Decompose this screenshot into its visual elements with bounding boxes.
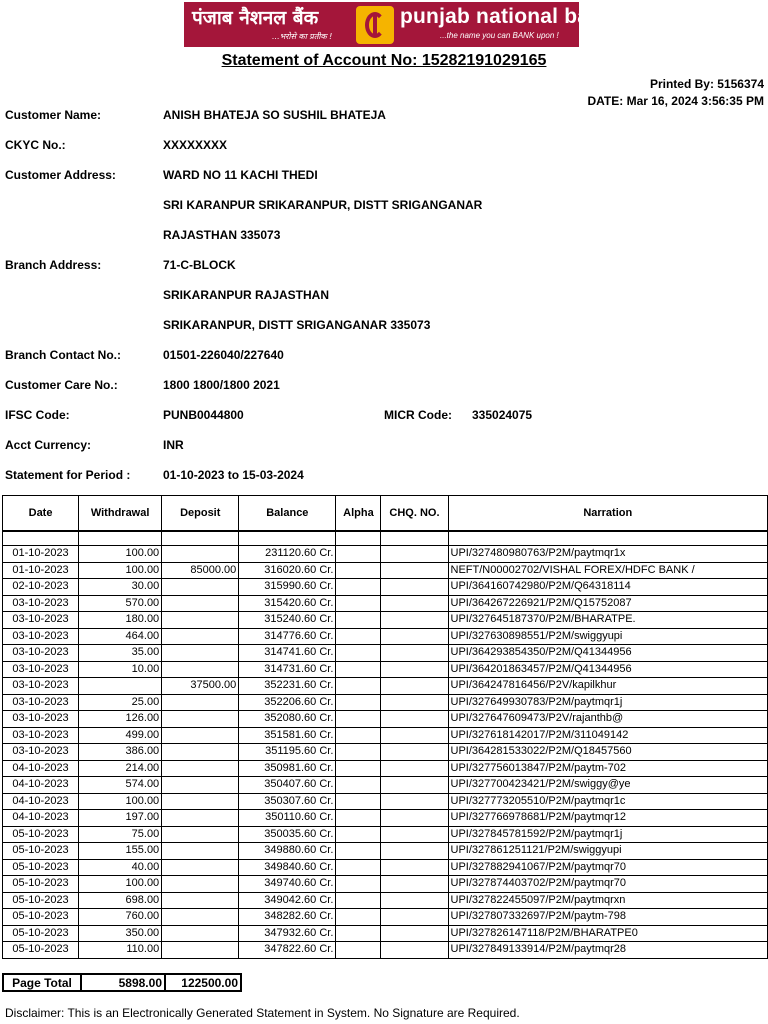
header-chq-no: CHQ. NO.: [381, 496, 448, 532]
cell-date: 04-10-2023: [3, 777, 79, 794]
cell-withdrawal: 760.00: [79, 909, 162, 926]
table-row: [3, 562, 768, 579]
cell-chq-no: [381, 727, 448, 744]
blank-cell: [162, 531, 239, 546]
cell-withdrawal: 214.00: [79, 760, 162, 777]
cell-balance: 350307.60 Cr.: [239, 793, 336, 810]
micr-label: MICR Code:: [384, 408, 452, 422]
cell-withdrawal: 155.00: [79, 843, 162, 860]
cell-withdrawal: 100.00: [79, 562, 162, 579]
cell-deposit: [162, 661, 239, 678]
cell-balance: 349840.60 Cr.: [239, 859, 336, 876]
cell-alpha: [336, 711, 381, 728]
cell-deposit: [162, 595, 239, 612]
cell-balance: 349880.60 Cr.: [239, 843, 336, 860]
cell-date: 04-10-2023: [3, 793, 79, 810]
cell-narration: UPI/327649930783/P2M/paytmqr1j: [448, 694, 767, 711]
cell-alpha: [336, 859, 381, 876]
cell-date: 03-10-2023: [3, 711, 79, 728]
cell-date: 05-10-2023: [3, 843, 79, 860]
cell-withdrawal: 100.00: [79, 876, 162, 893]
cell-withdrawal: 30.00: [79, 579, 162, 596]
cell-deposit: [162, 744, 239, 761]
cell-date: 05-10-2023: [3, 942, 79, 959]
cell-date: 05-10-2023: [3, 909, 79, 926]
cell-date: 04-10-2023: [3, 760, 79, 777]
cell-deposit: [162, 711, 239, 728]
cell-alpha: [336, 793, 381, 810]
branch-address-label: Branch Address:: [5, 258, 102, 272]
customer-address-line-2: SRI KARANPUR SRIKARANPUR, DISTT SRIGANGANAR: [163, 198, 483, 212]
blank-cell: [336, 531, 381, 546]
cell-narration: UPI/364201863457/P2M/Q41344956: [448, 661, 767, 678]
cell-balance: 347822.60 Cr.: [239, 942, 336, 959]
cell-deposit: [162, 925, 239, 942]
printed-by: Printed By: 5156374: [649, 77, 764, 91]
cell-withdrawal: 25.00: [79, 694, 162, 711]
customer-address-line-3: RAJASTHAN 335073: [163, 228, 281, 242]
table-row: [3, 711, 768, 728]
cell-withdrawal: 570.00: [79, 595, 162, 612]
cell-chq-no: [381, 661, 448, 678]
cell-alpha: [336, 694, 381, 711]
cell-alpha: [336, 810, 381, 827]
pnb-emblem-icon: [356, 6, 394, 44]
cell-balance: 348282.60 Cr.: [239, 909, 336, 926]
cell-withdrawal: [79, 678, 162, 695]
cell-chq-no: [381, 678, 448, 695]
table-row: [3, 595, 768, 612]
header-date: Date: [3, 496, 79, 532]
logo-english-name: punjab national bank: [400, 5, 615, 28]
cell-deposit: [162, 694, 239, 711]
cell-narration: UPI/327874403702/P2M/paytmqr70: [448, 876, 767, 893]
table-row: [3, 942, 768, 959]
cell-alpha: [336, 562, 381, 579]
cell-narration: UPI/327882941067/P2M/paytmqr70: [448, 859, 767, 876]
cell-withdrawal: 100.00: [79, 546, 162, 563]
cell-narration: UPI/327630898551/P2M/swiggyupi: [448, 628, 767, 645]
cell-alpha: [336, 579, 381, 596]
cell-date: 03-10-2023: [3, 727, 79, 744]
table-row: [3, 826, 768, 843]
cell-date: 04-10-2023: [3, 810, 79, 827]
cell-narration: UPI/364267226921/P2M/Q15752087: [448, 595, 767, 612]
cell-deposit: [162, 843, 239, 860]
table-row: [3, 859, 768, 876]
page-total-row: [3, 974, 241, 991]
cell-deposit: [162, 793, 239, 810]
cell-withdrawal: 110.00: [79, 942, 162, 959]
cell-alpha: [336, 645, 381, 662]
cell-alpha: [336, 826, 381, 843]
logo-hindi-tagline: ...भरोसे का प्रतीक !: [272, 32, 333, 41]
page-total-label: Page Total: [3, 974, 81, 991]
cell-deposit: 85000.00: [162, 562, 239, 579]
page-total-withdrawal: 5898.00: [81, 974, 165, 991]
cell-deposit: [162, 826, 239, 843]
cell-date: 03-10-2023: [3, 744, 79, 761]
cell-withdrawal: 499.00: [79, 727, 162, 744]
transactions-table: [2, 495, 768, 959]
cell-narration: UPI/327480980763/P2M/paytmqr1x: [448, 546, 767, 563]
ifsc-label: IFSC Code:: [5, 408, 70, 422]
header-alpha: Alpha: [336, 496, 381, 532]
cell-narration: UPI/327647609473/P2V/rajanthb@: [448, 711, 767, 728]
cell-chq-no: [381, 760, 448, 777]
cell-balance: 350110.60 Cr.: [239, 810, 336, 827]
cell-balance: 347932.60 Cr.: [239, 925, 336, 942]
cell-balance: 315240.60 Cr.: [239, 612, 336, 629]
logo-hindi-name: पंजाब नैशनल बैंक: [192, 7, 319, 29]
cell-withdrawal: 386.00: [79, 744, 162, 761]
branch-address-line-3: SRIKARANPUR, DISTT SRIGANGANAR 335073: [163, 318, 431, 332]
ifsc-value: PUNB0044800: [163, 408, 244, 422]
cell-date: 05-10-2023: [3, 876, 79, 893]
statement-title: Statement of Account No: 15282191029165: [221, 52, 547, 69]
header-narration: Narration: [448, 496, 767, 532]
cell-alpha: [336, 595, 381, 612]
cell-narration: NEFT/N00002702/VISHAL FOREX/HDFC BANK /: [448, 562, 767, 579]
micr-value: 335024075: [472, 408, 533, 422]
disclaimer: Disclaimer: This is an Electronically Generated Statement in System. No Signature are Required.: [5, 1006, 520, 1020]
header-deposit: Deposit: [162, 496, 239, 532]
page-total-table: [2, 973, 242, 992]
cell-withdrawal: 126.00: [79, 711, 162, 728]
cell-deposit: [162, 760, 239, 777]
cell-chq-no: [381, 562, 448, 579]
table-row: [3, 760, 768, 777]
cell-chq-no: [381, 612, 448, 629]
cell-chq-no: [381, 810, 448, 827]
cell-balance: 352231.60 Cr.: [239, 678, 336, 695]
cell-date: 05-10-2023: [3, 859, 79, 876]
cell-balance: 315990.60 Cr.: [239, 579, 336, 596]
table-row: [3, 546, 768, 563]
cell-deposit: [162, 579, 239, 596]
cell-alpha: [336, 925, 381, 942]
cell-deposit: 37500.00: [162, 678, 239, 695]
cell-balance: 351581.60 Cr.: [239, 727, 336, 744]
cell-deposit: [162, 810, 239, 827]
cell-balance: 352080.60 Cr.: [239, 711, 336, 728]
cell-chq-no: [381, 892, 448, 909]
cell-deposit: [162, 628, 239, 645]
cell-withdrawal: 574.00: [79, 777, 162, 794]
cell-narration: UPI/327773205510/P2M/paytmqr1c: [448, 793, 767, 810]
header-balance: Balance: [239, 496, 336, 532]
cell-chq-no: [381, 711, 448, 728]
cell-chq-no: [381, 826, 448, 843]
cell-date: 05-10-2023: [3, 892, 79, 909]
cell-balance: 350035.60 Cr.: [239, 826, 336, 843]
cell-narration: UPI/364293854350/P2M/Q41344956: [448, 645, 767, 662]
table-row: [3, 678, 768, 695]
cell-alpha: [336, 678, 381, 695]
branch-contact: 01501-226040/227640: [163, 348, 284, 362]
cell-balance: 349042.60 Cr.: [239, 892, 336, 909]
period-label: Statement for Period :: [5, 468, 131, 482]
table-row: [3, 579, 768, 596]
cell-deposit: [162, 859, 239, 876]
cell-balance: 352206.60 Cr.: [239, 694, 336, 711]
cell-deposit: [162, 909, 239, 926]
cell-narration: UPI/327756013847/P2M/paytm-702: [448, 760, 767, 777]
cell-narration: UPI/327826147118/P2M/BHARATPE0: [448, 925, 767, 942]
currency-value: INR: [163, 438, 184, 452]
cell-date: 03-10-2023: [3, 628, 79, 645]
cell-date: 03-10-2023: [3, 595, 79, 612]
cell-withdrawal: 75.00: [79, 826, 162, 843]
cell-deposit: [162, 777, 239, 794]
blank-cell: [239, 531, 336, 546]
table-row: [3, 810, 768, 827]
cell-balance: 351195.60 Cr.: [239, 744, 336, 761]
cell-narration: UPI/327822455097/P2M/paytmqrxn: [448, 892, 767, 909]
table-row: [3, 612, 768, 629]
cell-date: 01-10-2023: [3, 562, 79, 579]
cell-chq-no: [381, 876, 448, 893]
branch-address-line-2: SRIKARANPUR RAJASTHAN: [163, 288, 330, 302]
table-row: [3, 777, 768, 794]
cell-date: 03-10-2023: [3, 694, 79, 711]
blank-row: [3, 531, 768, 546]
cell-balance: 350407.60 Cr.: [239, 777, 336, 794]
cell-withdrawal: 197.00: [79, 810, 162, 827]
cell-withdrawal: 100.00: [79, 793, 162, 810]
ckyc-label: CKYC No.:: [5, 138, 66, 152]
customer-name-label: Customer Name:: [5, 108, 102, 122]
table-row: [3, 661, 768, 678]
cell-date: 01-10-2023: [3, 546, 79, 563]
cell-balance: 314776.60 Cr.: [239, 628, 336, 645]
cell-narration: UPI/364281533022/P2M/Q18457560: [448, 744, 767, 761]
cell-alpha: [336, 744, 381, 761]
period-value: 01-10-2023 to 15-03-2024: [163, 468, 304, 482]
cell-deposit: [162, 727, 239, 744]
cell-alpha: [336, 760, 381, 777]
page-total-deposit: 122500.00: [165, 974, 241, 991]
customer-address-label: Customer Address:: [5, 168, 116, 182]
cell-chq-no: [381, 793, 448, 810]
cell-balance: 315420.60 Cr.: [239, 595, 336, 612]
cell-chq-no: [381, 645, 448, 662]
cell-chq-no: [381, 579, 448, 596]
customer-care: 1800 1800/1800 2021: [163, 378, 280, 392]
cell-narration: UPI/327849133914/P2M/paytmqr28: [448, 942, 767, 959]
cell-deposit: [162, 892, 239, 909]
customer-care-label: Customer Care No.:: [5, 378, 118, 392]
cell-alpha: [336, 892, 381, 909]
cell-narration: UPI/327645187370/P2M/BHARATPE.: [448, 612, 767, 629]
cell-narration: UPI/327845781592/P2M/paytmqr1j: [448, 826, 767, 843]
cell-chq-no: [381, 777, 448, 794]
table-row: [3, 793, 768, 810]
cell-date: 03-10-2023: [3, 645, 79, 662]
cell-balance: 350981.60 Cr.: [239, 760, 336, 777]
table-header-row: [3, 496, 768, 532]
cell-chq-no: [381, 843, 448, 860]
cell-chq-no: [381, 694, 448, 711]
cell-chq-no: [381, 942, 448, 959]
cell-deposit: [162, 612, 239, 629]
table-row: [3, 628, 768, 645]
cell-date: 03-10-2023: [3, 661, 79, 678]
cell-deposit: [162, 546, 239, 563]
cell-alpha: [336, 909, 381, 926]
ckyc-value: XXXXXXXX: [163, 138, 228, 152]
cell-alpha: [336, 777, 381, 794]
cell-chq-no: [381, 595, 448, 612]
cell-balance: 314731.60 Cr.: [239, 661, 336, 678]
cell-alpha: [336, 628, 381, 645]
cell-withdrawal: 350.00: [79, 925, 162, 942]
print-date: DATE: Mar 16, 2024 3:56:35 PM: [587, 94, 764, 108]
cell-narration: UPI/327861251121/P2M/swiggyupi: [448, 843, 767, 860]
table-row: [3, 727, 768, 744]
currency-label: Acct Currency:: [5, 438, 92, 452]
cell-chq-no: [381, 909, 448, 926]
branch-contact-label: Branch Contact No.:: [5, 348, 122, 362]
cell-alpha: [336, 942, 381, 959]
cell-withdrawal: 35.00: [79, 645, 162, 662]
table-row: [3, 909, 768, 926]
cell-withdrawal: 10.00: [79, 661, 162, 678]
cell-withdrawal: 40.00: [79, 859, 162, 876]
cell-date: 03-10-2023: [3, 612, 79, 629]
customer-address-line-1: WARD NO 11 KACHI THEDI: [163, 168, 318, 182]
cell-withdrawal: 698.00: [79, 892, 162, 909]
table-row: [3, 843, 768, 860]
cell-alpha: [336, 546, 381, 563]
bank-logo: [184, 2, 615, 47]
table-row: [3, 645, 768, 662]
table-row: [3, 892, 768, 909]
cell-date: 05-10-2023: [3, 826, 79, 843]
table-row: [3, 925, 768, 942]
cell-chq-no: [381, 628, 448, 645]
cell-balance: 349740.60 Cr.: [239, 876, 336, 893]
cell-alpha: [336, 661, 381, 678]
logo-english-tagline: ...the name you can BANK upon !: [440, 31, 559, 40]
cell-balance: 231120.60 Cr.: [239, 546, 336, 563]
cell-narration: UPI/327618142017/P2M/311049142: [448, 727, 767, 744]
cell-date: 02-10-2023: [3, 579, 79, 596]
cell-date: 05-10-2023: [3, 925, 79, 942]
cell-alpha: [336, 727, 381, 744]
cell-chq-no: [381, 859, 448, 876]
cell-chq-no: [381, 925, 448, 942]
cell-narration: UPI/327700423421/P2M/swiggy@ye: [448, 777, 767, 794]
cell-alpha: [336, 843, 381, 860]
cell-narration: UPI/364160742980/P2M/Q64318114: [448, 579, 767, 596]
blank-cell: [381, 531, 448, 546]
cell-chq-no: [381, 546, 448, 563]
cell-deposit: [162, 645, 239, 662]
cell-balance: 314741.60 Cr.: [239, 645, 336, 662]
customer-name: ANISH BHATEJA SO SUSHIL BHATEJA: [163, 108, 386, 122]
header-withdrawal: Withdrawal: [79, 496, 162, 532]
cell-narration: UPI/327766978681/P2M/paytmqr12: [448, 810, 767, 827]
branch-address-line-1: 71-C-BLOCK: [163, 258, 236, 272]
cell-withdrawal: 464.00: [79, 628, 162, 645]
cell-deposit: [162, 876, 239, 893]
cell-narration: UPI/364247816456/P2V/kapilkhur: [448, 678, 767, 695]
cell-date: 03-10-2023: [3, 678, 79, 695]
table-row: [3, 744, 768, 761]
cell-withdrawal: 180.00: [79, 612, 162, 629]
cell-narration: UPI/327807332697/P2M/paytm-798: [448, 909, 767, 926]
cell-chq-no: [381, 744, 448, 761]
table-row: [3, 694, 768, 711]
table-row: [3, 876, 768, 893]
cell-alpha: [336, 612, 381, 629]
blank-cell: [79, 531, 162, 546]
cell-balance: 316020.60 Cr.: [239, 562, 336, 579]
cell-alpha: [336, 876, 381, 893]
cell-deposit: [162, 942, 239, 959]
blank-cell: [448, 531, 767, 546]
blank-cell: [3, 531, 79, 546]
